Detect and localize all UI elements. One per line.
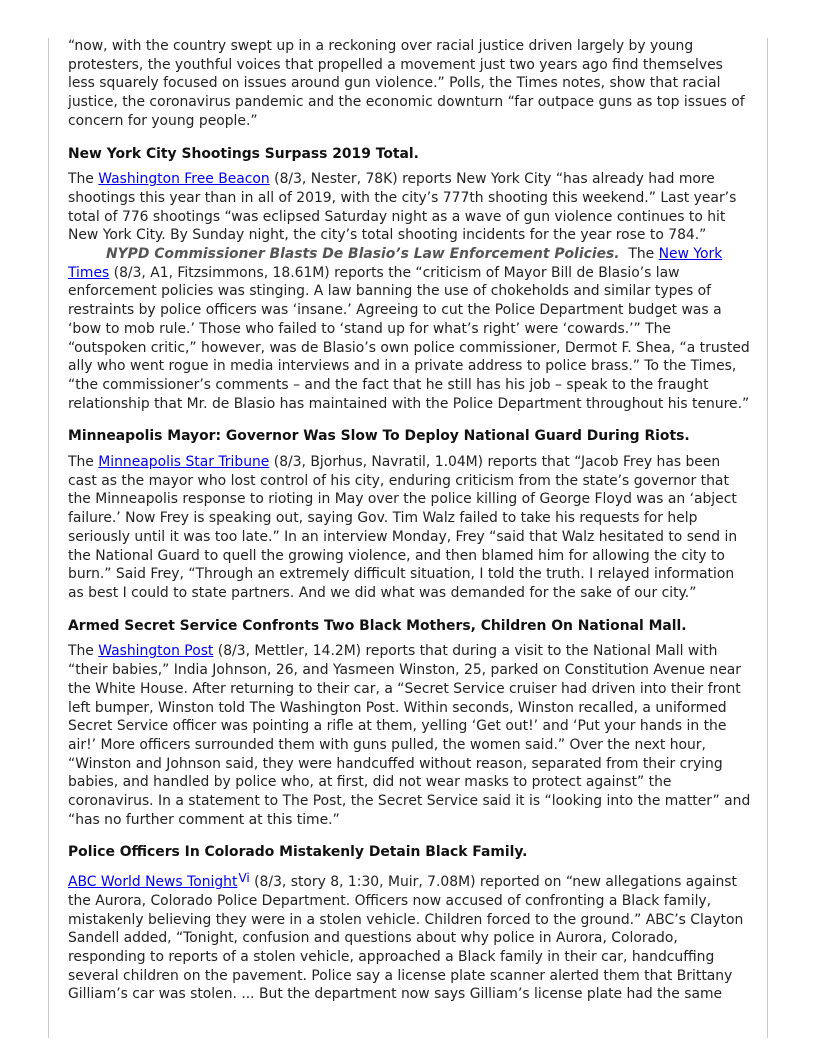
headline-colorado-police: Police Officers In Colorado Mistakenly Detain Black Family. <box>68 844 528 861</box>
subheadline-nypd-commissioner: NYPD Commissioner Blasts De Blasio’s Law Enforcement Policies. <box>106 246 620 263</box>
video-icon[interactable]: Vi <box>238 871 250 886</box>
article-minneapolis-mayor: The Minneapolis Star Tribune (8/3, Bjorhus, Navratil, 1.04M) reports that “Jacob Frey has been cast as the mayor who lost control of his city, enduring criticism from the state’s governor that the Minneapolis response to rioting in May over the police killing of George Floyd was an ‘abject failure.’ Now Frey is speaking out, saying Gov. Tim Walz failed to take his requests for help seriously until it was too late.” In an interview Monday, Frey “said that Walz hesitated to send in the National Guard to quell the growing violence, and then blamed him for allowing the city to burn.” Said Frey, “Through an extremely difficult situation, I told the truth. I relayed information as best I could to state partners. And we did what was demanded for the sake of our city.” <box>68 454 738 601</box>
article-continuation: “now, with the country swept up in a reckoning over racial justice driven largely by young protesters, the youthful voices that propelled a movement just two years ago find themselves less squarely focused on issues around gun violence.” Polls, the Times notes, show that racial justice, the coronavirus pandemic and the economic downturn “far outpace guns as top issues of concern for young people.” <box>68 38 745 129</box>
minneapolis-star-tribune-link[interactable]: Minneapolis Star Tribune <box>98 454 270 471</box>
headline-secret-service: Armed Secret Service Confronts Two Black Mothers, Children On National Mall. <box>68 617 687 634</box>
abc-world-news-tonight-link[interactable]: ABC World News Tonight <box>68 874 238 891</box>
new-york-times-link[interactable]: New York Times <box>68 246 723 281</box>
headline-nyc-shootings: New York City Shootings Surpass 2019 Total. <box>68 145 419 162</box>
document-body <box>68 37 752 1004</box>
article-nypd-commissioner: NYPD Commissioner Blasts De Blasio’s Law Enforcement Policies. The New York Times (8/3, A1, Fitzsimmons, 18.61M) reports the “criticism of Mayor Bill de Blasio’s law enforcement policies was stinging. A law banning the use of chokeholds and similar types of restraints by police officers was ‘insane.’ Agreeing to cut the Police Department budget was a ‘bow to mob rule.’ Those who failed to ‘stand up for what’s right’ were ‘cowards.’” The “outspoken critic,” however, was de Blasio’s own police commissioner, Dermot F. Shea, “a trusted ally who went rogue in media interviews and in a private address to police brass.” To the Times, “the commissioner’s comments – and the fact that he still has his job – speak to the fraught relationship that Mr. de Blasio has maintained with the Police Department throughout his tenure.” <box>68 246 750 412</box>
article-secret-service: The Washington Post (8/3, Mettler, 14.2M) reports that during a visit to the National Mall with “their babies,” India Johnson, 26, and Yasmeen Winston, 25, parked on Constitution Avenue near the White House. After returning to their car, a “Secret Service cruiser had driven into their front left bumper, Winston told The Washington Post. Within seconds, Winston recalled, a uniformed Secret Service officer was pointing a rifle at them, yelling ‘Get out!’ and ‘Put your hands in the air!’ More officers surrounded them with guns pulled, the women said.” Over the next hour, “Winston and Johnson said, they were handcuffed without reason, separated from their crying babies, and handled by police who, at first, did not wear masks to protect against” the coronavirus. In a statement to The Post, the Secret Service said it is “looking into the matter” and “has no further comment at this time.” <box>68 643 751 828</box>
headline-minneapolis-mayor: Minneapolis Mayor: Governor Was Slow To Deploy National Guard During Riots. <box>68 428 690 445</box>
article-colorado-police: ABC World News TonightVi (8/3, story 8, 1:30, Muir, 7.08M) reported on “new allegations against the Aurora, Colorado Police Department. Officers now accused of confronting a Black family, mistakenly believing they were in a stolen vehicle. Children forced to the ground.” ABC’s Clayton Sandell added, “Tonight, confusion and questions about why police in Aurora, Colorado, responding to reports of a stolen vehicle, approached a Black family in their car, handcuffing several children on the pavement. Police say a license plate scanner alerted them that Brittany Gilliam’s car was stolen. ... But the department now says Gilliam’s license plate had the same <box>68 871 744 1003</box>
washington-free-beacon-link[interactable]: Washington Free Beacon <box>98 171 270 188</box>
washington-post-link[interactable]: Washington Post <box>98 643 214 660</box>
article-nyc-shootings: The Washington Free Beacon (8/3, Nester, 78K) reports New York City “has already had more shootings this year than in all of 2019, with the city’s 777th shooting this weekend.” Last year’s total of 776 shootings “was eclipsed Saturday night as a wave of gun violence continues to hit New York City. By Sunday night, the city’s total shooting incidents for the year rose to 784.” <box>68 171 737 244</box>
